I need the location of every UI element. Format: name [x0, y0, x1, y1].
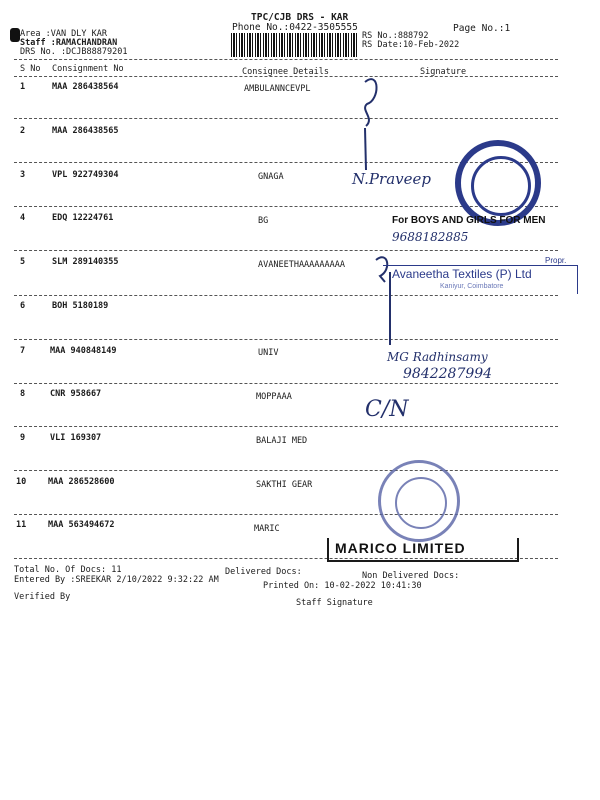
row-2-sno: 2: [20, 126, 26, 136]
row-11-sno: 11: [16, 520, 27, 530]
rs-number: RS No.:888792: [362, 31, 429, 41]
column-header-consignment: Consignment No: [52, 64, 124, 74]
row-8-consignment: CNR 958667: [50, 389, 102, 399]
row-11-consignee: MARIC: [254, 524, 280, 534]
row4-handwritten-phone: 9688182885: [392, 230, 469, 244]
row7-handwritten-phone: 9842287994: [403, 366, 493, 382]
row-9-sno: 9: [20, 433, 26, 443]
row-6-consignment: BOH 5180189: [52, 301, 109, 311]
printed-on: Printed On: 10-02-2022 10:41:30: [263, 581, 422, 591]
row-8-consignee: MOPPAAA: [256, 392, 292, 402]
row-10-consignee: SAKTHI GEAR: [256, 480, 313, 490]
row-9-consignment: VLI 169307: [50, 433, 102, 443]
entered-by: Entered By :SREEKAR 2/10/2022 9:32:22 AM: [14, 575, 219, 585]
row7-handwritten-name: MG Radhinsamy: [387, 350, 488, 364]
column-header-consignee: Consignee Details: [242, 67, 329, 77]
lower-stamp-inner-ring: [395, 477, 447, 529]
row-3-sno: 3: [20, 170, 26, 180]
column-header-sno: S No: [20, 64, 41, 74]
drs-number: DRS No. :DCJB88879201: [20, 47, 128, 57]
row3-handwritten-signature: N.Praveep: [352, 170, 431, 188]
row-3-consignment: VPL 922749304: [52, 170, 119, 180]
row-4-consignment: EDQ 12224761: [52, 213, 114, 223]
row-7-sno: 7: [20, 346, 26, 356]
rs-date: RS Date:10-Feb-2022: [362, 40, 460, 50]
row-1-sno: 1: [20, 82, 26, 92]
page-number: Page No.:1: [453, 23, 511, 34]
row-10-consignment: MAA 286528600: [48, 477, 115, 487]
row1-signature-line: [365, 128, 366, 170]
non-delivered-docs: Non Delivered Docs:: [362, 571, 460, 581]
staff-label: Staff :RAMACHANDRAN: [20, 38, 118, 48]
row-7-consignee: UNIV: [258, 348, 279, 358]
delivered-docs: Delivered Docs:: [225, 567, 302, 577]
lower-circular-stamp: [378, 460, 460, 542]
row-2-consignment: MAA 286438565: [52, 126, 119, 136]
row-5-consignment: SLM 289140355: [52, 257, 119, 267]
stamp-inner-ring: [471, 156, 531, 216]
row-5-consignee: AVANEETHAAAAAAAAA: [258, 260, 345, 270]
column-header-signature: Signature: [420, 67, 467, 77]
verified-by: Verified By: [14, 592, 71, 602]
row-3-consignee: GNAGA: [258, 172, 284, 182]
row-4-consignee: BG: [258, 216, 269, 226]
row-9-consignee: BALAJI MED: [256, 436, 308, 446]
boys-and-girls-stamp: For BOYS AND GIRLS FOR MEN: [392, 215, 546, 226]
row-10-sno: 10: [16, 477, 27, 487]
row-11-consignment: MAA 563494672: [48, 520, 115, 530]
row1-signature-stroke: [365, 79, 377, 126]
row-8-sno: 8: [20, 389, 26, 399]
avaneetha-stamp-name: Avaneetha Textiles (P) Ltd: [392, 267, 532, 281]
row-7-consignment: MAA 940848149: [50, 346, 117, 356]
row-1-consignment: MAA 286438564: [52, 82, 119, 92]
row-4-sno: 4: [20, 213, 26, 223]
phone-number: Phone No.:0422-3505555: [232, 22, 358, 33]
row-6-sno: 6: [20, 301, 26, 311]
row-5-sno: 5: [20, 257, 26, 267]
staff-signature: Staff Signature: [296, 598, 373, 608]
row-1-consignee: AMBULANNCEVPL: [244, 84, 311, 94]
marico-stamp-text: MARICO LIMITED: [335, 540, 466, 556]
document-title: TPC/CJB DRS - KAR: [251, 12, 349, 23]
avaneetha-stamp-location: Kaniyur, Coimbatore: [440, 283, 504, 290]
area-label: Area :VAN DLY KAR: [20, 29, 107, 39]
row8-handwritten-mark: C/N: [365, 397, 409, 422]
avaneetha-stamp-propr: Propr.: [545, 256, 567, 265]
circular-company-stamp: [455, 140, 541, 226]
total-docs: Total No. Of Docs: 11: [14, 565, 122, 575]
